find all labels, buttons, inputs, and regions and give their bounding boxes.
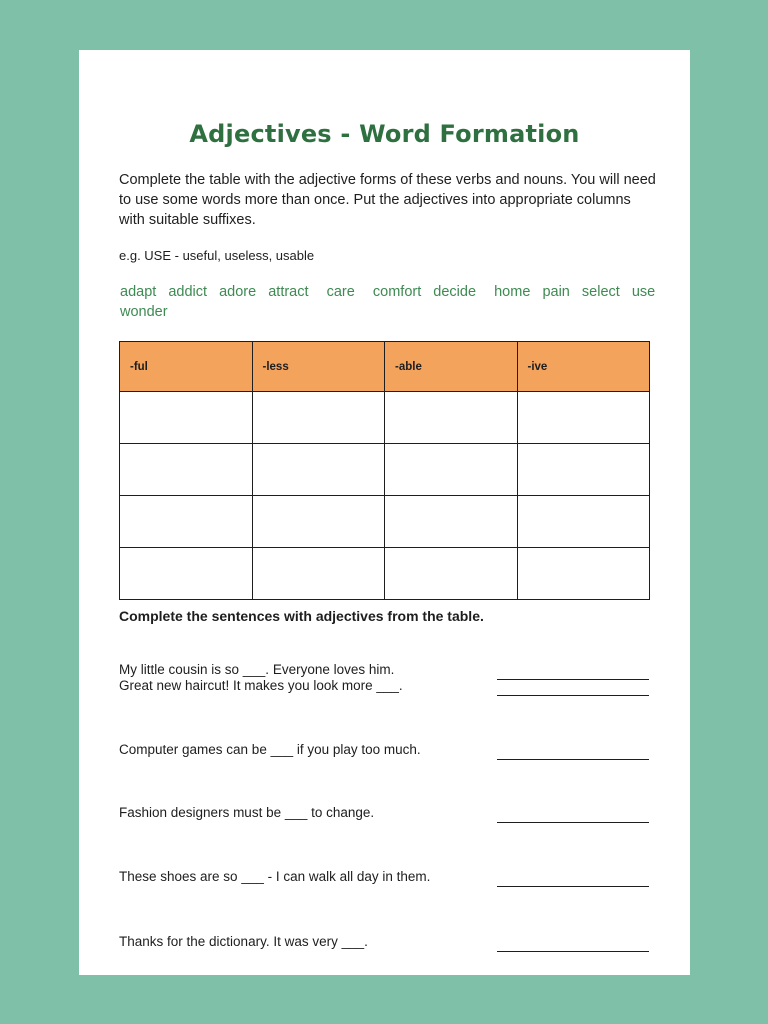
table-cell[interactable]: [385, 548, 518, 600]
sentence-item-6: [119, 934, 649, 954]
worksheet-title: Adjectives - Word Formation: [189, 120, 580, 148]
sentence-text: Fashion designers must be ___ to change.: [119, 805, 375, 820]
table-cell[interactable]: [252, 392, 385, 444]
answer-line[interactable]: [497, 886, 649, 887]
instructions-text: Complete the table with the adjective forms of these verbs and nouns. You will need to use some words more than once. Put the adjectives into appropriate columns with suitable suffixes.: [119, 172, 656, 228]
table-cell[interactable]: [252, 444, 385, 496]
table-header-row: [120, 342, 650, 392]
table-row: [120, 548, 650, 600]
sentence-item-3: [119, 742, 649, 762]
sentences-heading: Complete the sentences with adjectives from the table.: [119, 608, 484, 624]
answer-line[interactable]: [497, 822, 649, 823]
table-cell[interactable]: [252, 548, 385, 600]
sentence-text: Thanks for the dictionary. It was very ___.: [119, 934, 368, 949]
sentence-item-5: [119, 869, 649, 889]
sentence-text: These shoes are so ___ - I can walk all day in them.: [119, 869, 431, 884]
table-cell[interactable]: [517, 548, 650, 600]
table-cell[interactable]: [385, 392, 518, 444]
table-cell[interactable]: [385, 496, 518, 548]
worksheet-page: [79, 50, 690, 975]
table-cell[interactable]: [120, 444, 253, 496]
column-header-ive: -ive: [517, 342, 650, 392]
sentence-item-2: [119, 678, 649, 698]
table-cell[interactable]: [120, 548, 253, 600]
sentence-text: Computer games can be ___ if you play too much.: [119, 742, 421, 757]
table-cell[interactable]: [517, 392, 650, 444]
table-cell[interactable]: [120, 392, 253, 444]
word-bank: adapt addict adore attract care comfort decide home pain select use wonder: [120, 284, 668, 320]
sentence-text: My little cousin is so ___. Everyone loves him.: [119, 662, 395, 677]
example-text: e.g. USE - useful, useless, usable: [119, 248, 315, 263]
table-cell[interactable]: [385, 444, 518, 496]
column-header-able: -able: [385, 342, 518, 392]
table-cell[interactable]: [120, 496, 253, 548]
table-cell[interactable]: [517, 444, 650, 496]
table-row: [120, 496, 650, 548]
sentence-item-4: [119, 805, 649, 825]
answer-line[interactable]: [497, 759, 649, 760]
answer-line[interactable]: [497, 951, 649, 952]
sentence-text: Great new haircut! It makes you look more ___.: [119, 678, 403, 693]
table-cell[interactable]: [517, 496, 650, 548]
table-row: [120, 392, 650, 444]
table-row: [120, 444, 650, 496]
answer-line[interactable]: [497, 695, 649, 696]
table-cell[interactable]: [252, 496, 385, 548]
column-header-ful: -ful: [120, 342, 253, 392]
suffix-table: [119, 341, 650, 600]
column-header-less: -less: [252, 342, 385, 392]
